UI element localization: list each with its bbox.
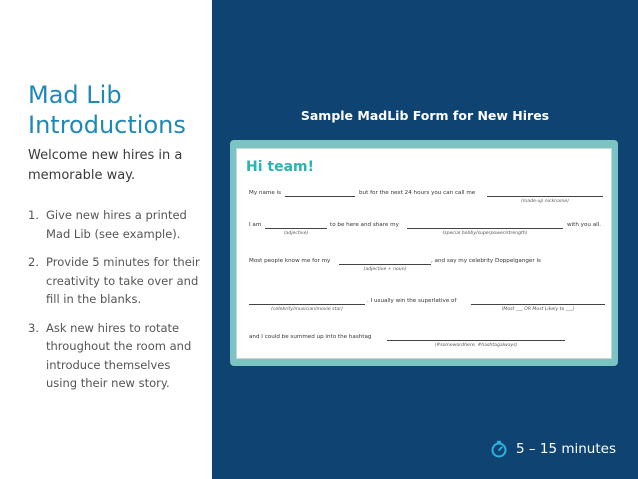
madlib-form-sheet (236, 148, 612, 359)
right-panel (212, 0, 638, 479)
left-panel (0, 0, 212, 479)
form-title: Sample MadLib Form for New Hires (300, 108, 550, 123)
steps-list (28, 206, 203, 403)
stopwatch-icon (490, 440, 508, 458)
form-text: but for the next 24 hours you can call me (359, 190, 476, 196)
form-text: My name is (249, 190, 282, 196)
step-item (28, 319, 203, 393)
form-line-4 (249, 297, 605, 319)
form-text: , and say my celebrity Doppelganger is (431, 258, 541, 264)
step-number: 2. (28, 255, 39, 269)
step-item (28, 253, 203, 309)
form-blank (407, 228, 563, 229)
step-text: Give new hires a printed Mad Lib (see example). (46, 208, 187, 241)
form-blank (265, 228, 327, 229)
form-text: with you all. (567, 222, 602, 228)
form-hint: (special hobby/superpower/strength) (442, 231, 528, 236)
form-text: . I usually win the superlative of (367, 298, 457, 304)
form-blank (387, 340, 565, 341)
form-hint: (#somewordhere, #hashtagalways) (434, 343, 518, 348)
form-text: I am (249, 222, 262, 228)
form-line-1 (249, 189, 605, 211)
form-text: Most people know me for my (249, 258, 331, 264)
step-item (28, 206, 203, 243)
form-blank (339, 264, 431, 265)
timer-badge (490, 440, 616, 458)
step-number: 1. (28, 208, 39, 222)
timer-text: 5 – 15 minutes (515, 441, 616, 457)
form-line-3 (249, 257, 605, 279)
form-blank (487, 196, 603, 197)
form-blank (471, 304, 605, 305)
step-number: 3. (28, 320, 39, 335)
page-title: Mad Lib Introductions (28, 81, 186, 139)
page-subtitle: Welcome new hires in a memorable way. (28, 148, 183, 183)
form-hint: (adjective + noun) (363, 267, 407, 272)
form-hint: (adjective) (283, 231, 309, 236)
form-text: to be here and share my (330, 222, 399, 228)
form-line-5 (249, 333, 605, 355)
form-blank (285, 196, 355, 197)
form-hint: (celebrity/musician/movie star) (271, 307, 343, 312)
form-greeting: Hi team! (246, 159, 314, 175)
form-line-2 (249, 221, 605, 243)
form-blank (249, 304, 365, 305)
madlib-form-card (230, 140, 618, 366)
form-hint: (made-up nickname) (521, 199, 569, 204)
step-text: Provide 5 minutes for their creativity to take over and fill in the blanks. (46, 255, 200, 306)
form-text: and I could be summed up into the hashtag (249, 334, 372, 340)
step-text: Ask new hires to rotate throughout the room and introduce themselves using their new story. (46, 320, 192, 390)
form-hint: (Most ___ OR Most Likely to ___) (501, 307, 575, 312)
